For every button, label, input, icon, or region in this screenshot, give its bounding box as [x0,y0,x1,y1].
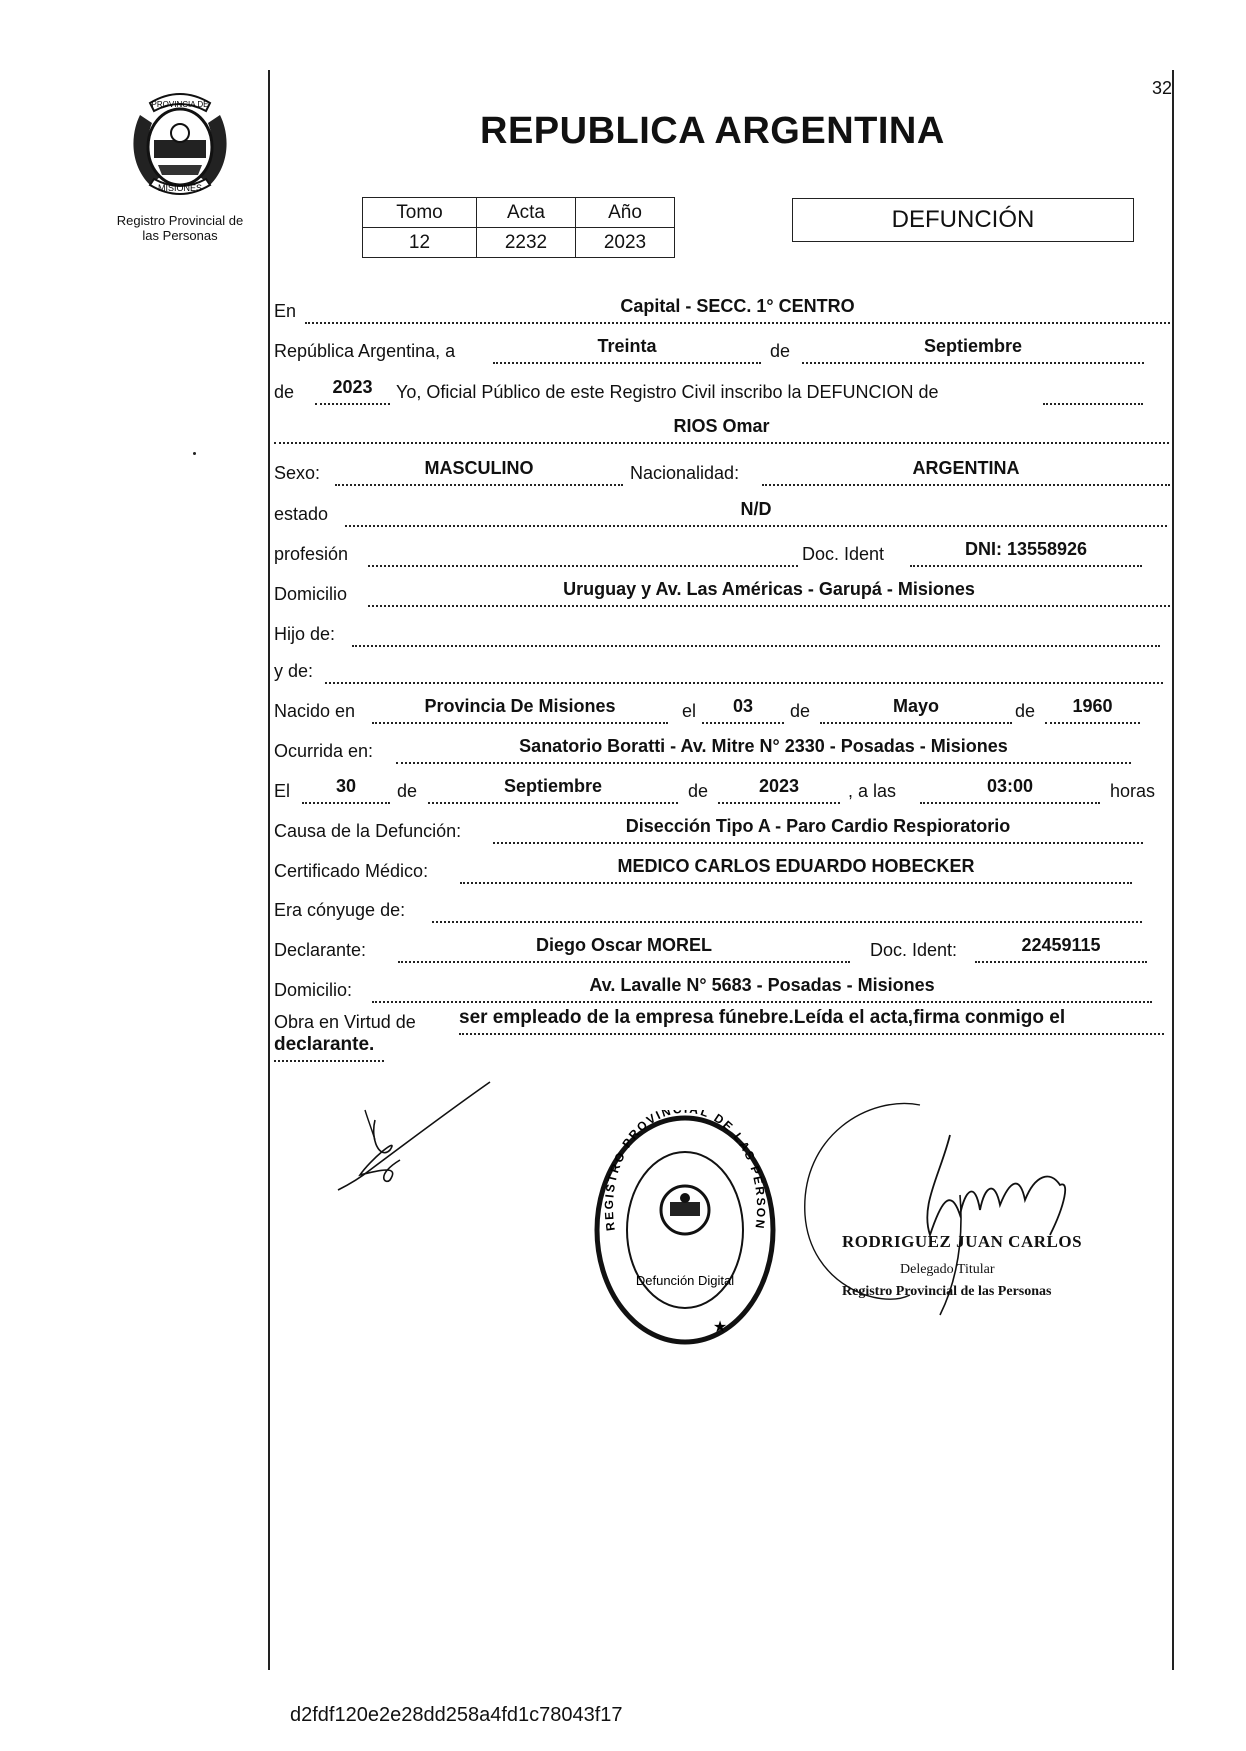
record-table [362,197,675,258]
certificado-value: MEDICO CARLOS EDUARDO HOBECKER [617,856,975,876]
obra-dots-1 [459,1033,1164,1035]
registry-caption [100,213,260,243]
nac-anio-dots [1045,722,1140,724]
a-las-label: , a las [848,781,897,801]
nac-dia-dots [702,722,784,724]
def-anio-dots [718,802,840,804]
nac-mes-value: Mayo [892,696,939,716]
document-hash: d2fdf120e2e28dd258a4fd1c78043f17 [290,1704,623,1726]
republica-label: República Argentina, a [274,341,456,361]
mes-value: Septiembre [923,336,1023,356]
causa-value: Disección Tipo A - Paro Cardio Respioratorio [625,816,1011,836]
left-margin-line [268,70,270,1670]
nacido-label: Nacido en [274,701,356,721]
official-seal [590,1110,780,1350]
de-label-5: de [397,781,418,801]
def-mes-value: Septiembre [503,776,603,796]
el-label: el [682,701,697,721]
tomo-header: Tomo [363,198,477,228]
nacionalidad-label: Nacionalidad: [630,463,740,483]
ocurrida-value: Sanatorio Boratti - Av. Mitre N° 2330 - Posadas - Misiones [519,736,1008,756]
doc-ident-label: Doc. Ident [802,544,885,564]
registry-line-2: las Personas [142,228,218,243]
obra-dots-2 [274,1060,384,1062]
de-label-6: de [688,781,709,801]
domicilio-value: Uruguay y Av. Las Américas - Garupá - Misiones [563,579,975,599]
dia-dots [493,362,761,364]
mes-dots [802,362,1144,364]
domicilio-label: Domicilio [274,584,348,604]
nombre-dots [274,442,1169,444]
anio-value-text: 2023 [332,377,373,397]
nacionalidad-dots [762,484,1170,486]
certificado-label: Certificado Médico: [274,861,429,881]
nombre-value: RIOS Omar [673,416,770,436]
official-title: Delegado Titular [900,1262,995,1277]
anio-value: 2023 [576,228,675,258]
inscribo-text: Yo, Oficial Público de este Registro Civil inscribo la DEFUNCION de [396,382,939,402]
seal-inner-text: Defunción Digital [635,1273,735,1288]
def-hora-dots [920,802,1100,804]
anio-header: Año [576,198,675,228]
inscribo-dots [1043,403,1143,405]
profesion-dots [368,565,798,567]
doc2-value: 22459115 [1021,935,1101,955]
hijo-de-dots [352,645,1160,647]
hijo-de-label: Hijo de: [274,624,336,644]
acta-value: 2232 [477,228,576,258]
doc-ident-value: DNI: 13558926 [964,539,1088,559]
nacionalidad-value: ARGENTINA [912,458,1020,478]
sexo-value: MASCULINO [424,458,534,478]
emblem-bottom-text: MISIONES [157,183,203,193]
de-label-1: de [770,341,791,361]
def-anio-value: 2023 [758,776,800,796]
def-dia-value: 30 [335,776,357,796]
obra-value-1: ser empleado de la empresa fúnebre.Leída el acta,firma conmigo el [459,1007,1066,1028]
tomo-value: 12 [363,228,477,258]
def-mes-dots [428,802,678,804]
certificado-dots [460,882,1132,884]
page-title: REPUBLICA ARGENTINA [480,110,945,152]
obra-label: Obra en Virtud de [274,1012,416,1032]
conyuge-label: Era cónyuge de: [274,900,406,920]
estado-dots [345,525,1167,527]
emblem-top-text: PROVINCIA DE [151,100,209,109]
domicilio2-value: Av. Lavalle N° 5683 - Posadas - Misiones [589,975,935,995]
nacido-lugar-value: Provincia De Misiones [424,696,616,716]
y-de-dots [325,682,1163,684]
registry-line-1: Registro Provincial de [116,213,244,228]
record-table-value-row [363,228,675,258]
de-label-4: de [1015,701,1036,721]
dia-value: Treinta [597,336,657,356]
en-label: En [274,301,297,321]
estado-label: estado [274,504,329,524]
speck [193,452,196,455]
nacido-lugar-dots [372,722,668,724]
nac-mes-dots [820,722,1012,724]
declarant-signature [330,1080,500,1200]
sexo-dots [335,484,623,486]
nac-anio-value: 1960 [1072,696,1113,716]
doc-ident-dots [910,565,1142,567]
page-number: 32 [1152,78,1173,98]
official-registry: Registro Provincial de las Personas [842,1284,1052,1299]
horas-label: horas [1110,781,1156,801]
causa-label: Causa de la Defunción: [274,821,462,841]
conyuge-dots [432,921,1142,923]
domicilio2-label: Domicilio: [274,980,353,1000]
def-dia-dots [302,802,390,804]
official-name: RODRIGUEZ JUAN CARLOS [842,1232,1083,1251]
doc2-dots [975,961,1147,963]
right-margin-line [1172,70,1174,1670]
svg-text:★: ★ [712,1319,728,1336]
acta-header: Acta [477,198,576,228]
de-label-3: de [790,701,811,721]
def-hora-value: 03:00 [986,776,1034,796]
y-de-label: y de: [274,661,314,681]
declarante-value: Diego Oscar MOREL [535,935,713,955]
en-value: Capital - SECC. 1° CENTRO [620,296,855,316]
el2-label: El [274,781,291,801]
record-type-box: DEFUNCIÓN [792,198,1134,242]
declarante-label: Declarante: [274,940,367,960]
declarante-dots [398,961,850,963]
en-dots [305,322,1170,324]
provincial-emblem [120,85,240,205]
record-table-header-row [363,198,675,228]
de-label-2: de [274,382,295,402]
domicilio2-dots [372,1001,1152,1003]
obra-value-2: declarante. [274,1034,375,1055]
estado-value: N/D [740,499,772,519]
ocurrida-dots [396,762,1131,764]
anio-dots [315,403,390,405]
seal-ring-text: REGISTRO PROVIN L DE LAS PERSON [601,1110,769,1232]
profesion-label: profesión [274,544,349,564]
sexo-label: Sexo: [274,463,321,483]
ocurrida-label: Ocurrida en: [274,741,374,761]
nac-dia-value: 03 [732,696,754,716]
causa-dots [493,842,1143,844]
domicilio-dots [368,605,1170,607]
doc2-label: Doc. Ident: [870,940,958,960]
official-signature [800,1095,1120,1355]
